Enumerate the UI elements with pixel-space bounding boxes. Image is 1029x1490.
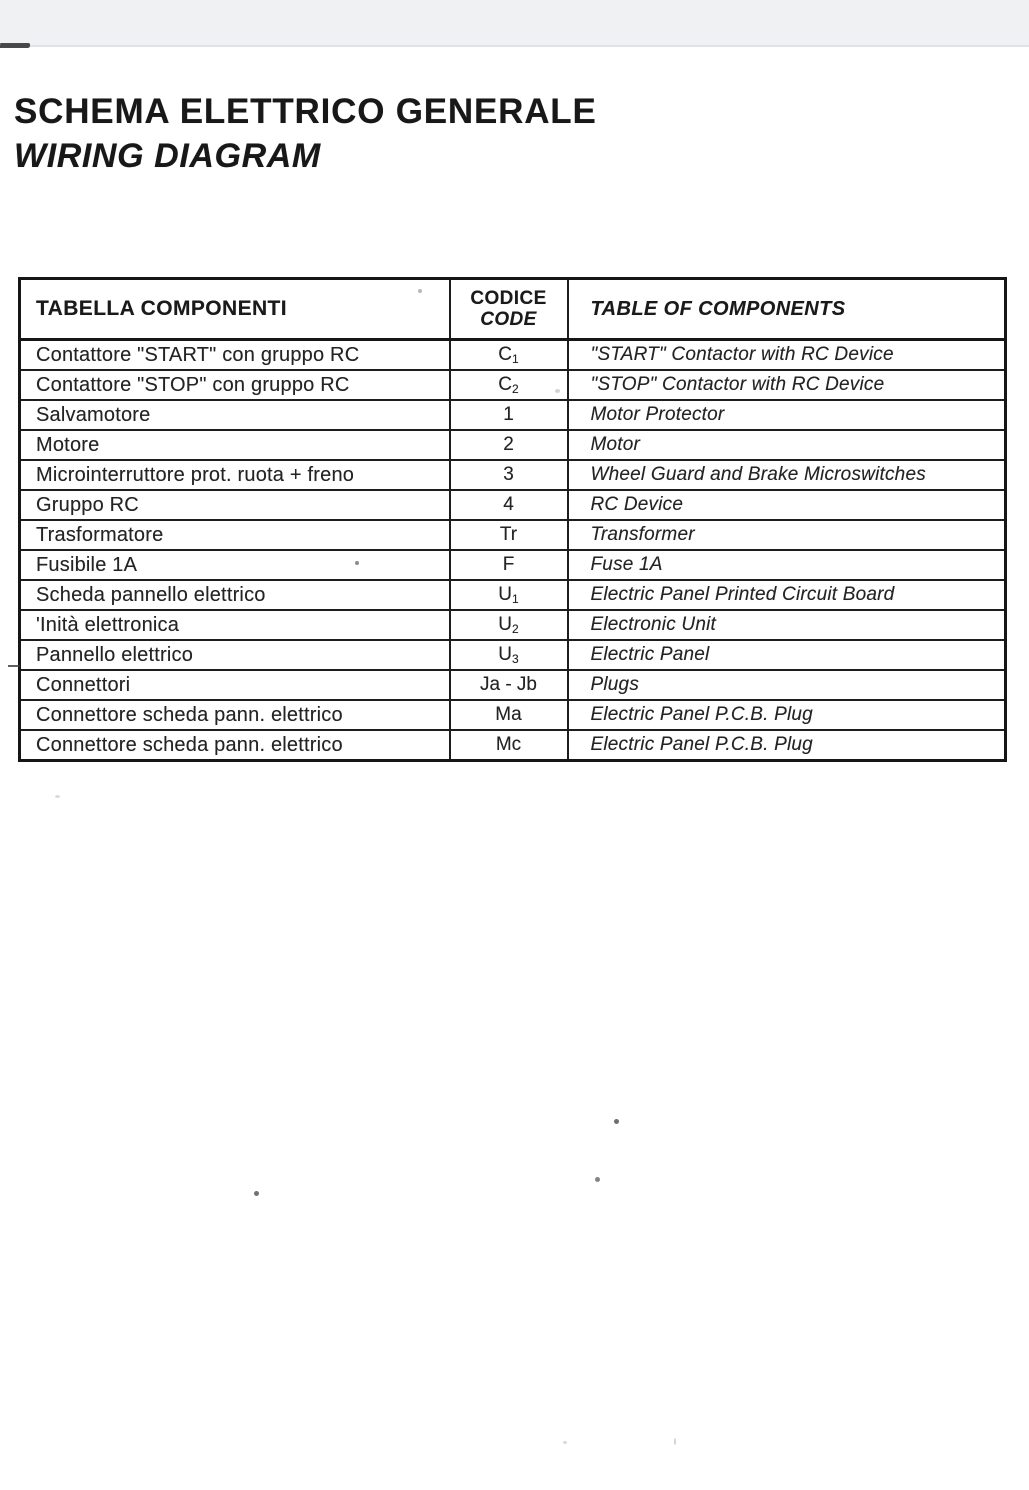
component-name-english: Electric Panel xyxy=(568,640,1006,670)
component-name-english: Motor Protector xyxy=(568,400,1006,430)
component-name-english: "START" Contactor with RC Device xyxy=(568,340,1006,371)
component-name-italian: Trasformatore xyxy=(20,520,450,550)
component-name-english: Electronic Unit xyxy=(568,610,1006,640)
page-title: SCHEMA ELETTRICO GENERALE xyxy=(14,92,597,131)
title-block xyxy=(14,92,597,176)
table-row xyxy=(20,340,1006,371)
component-name-italian: Contattore "STOP" con gruppo RC xyxy=(20,370,450,400)
component-name-english: "STOP" Contactor with RC Device xyxy=(568,370,1006,400)
components-table xyxy=(18,277,1007,762)
component-code: Ma xyxy=(450,700,568,730)
scan-line-artifact xyxy=(8,665,20,667)
component-name-english: Fuse 1A xyxy=(568,550,1006,580)
component-name-italian: Scheda pannello elettrico xyxy=(20,580,450,610)
component-name-italian: Microinterruttore prot. ruota + freno xyxy=(20,460,450,490)
table-row xyxy=(20,400,1006,430)
component-code: 3 xyxy=(450,460,568,490)
component-name-italian: Pannello elettrico xyxy=(20,640,450,670)
scan-speck xyxy=(595,1177,600,1182)
scan-speck xyxy=(254,1191,259,1196)
table-row xyxy=(20,430,1006,460)
header-codice-code xyxy=(450,279,568,340)
table-row xyxy=(20,670,1006,700)
component-name-italian: Motore xyxy=(20,430,450,460)
scan-speck xyxy=(55,795,60,798)
component-name-english: Transformer xyxy=(568,520,1006,550)
component-code: $U_2$ xyxy=(450,610,568,640)
table-row xyxy=(20,520,1006,550)
table-row xyxy=(20,490,1006,520)
component-name-english: Plugs xyxy=(568,670,1006,700)
page-subtitle: WIRING DIAGRAM xyxy=(14,137,321,175)
table-body xyxy=(20,340,1006,761)
table-row xyxy=(20,610,1006,640)
table-header-row xyxy=(20,279,1006,340)
component-code: Mc xyxy=(450,730,568,761)
table-row xyxy=(20,460,1006,490)
scan-speck xyxy=(555,389,560,393)
component-code: F xyxy=(450,550,568,580)
component-name-italian: Gruppo RC xyxy=(20,490,450,520)
scan-speck xyxy=(563,1441,567,1444)
scan-edge-mark xyxy=(0,43,30,48)
table-row xyxy=(20,580,1006,610)
scan-speck xyxy=(355,561,359,565)
component-code: $C_2$ xyxy=(450,370,568,400)
component-name-italian: Fusibile 1A xyxy=(20,550,450,580)
component-code: Ja - Jb xyxy=(450,670,568,700)
component-name-italian: Contattore "START" con gruppo RC xyxy=(20,340,450,371)
component-code: 2 xyxy=(450,430,568,460)
scan-speck xyxy=(674,1438,676,1445)
table-row xyxy=(20,730,1006,761)
component-code: 4 xyxy=(450,490,568,520)
component-name-italian: Connettori xyxy=(20,670,450,700)
scan-speck xyxy=(418,289,422,293)
component-code: $U_3$ xyxy=(450,640,568,670)
header-code: CODE xyxy=(480,309,537,330)
component-name-english: Motor xyxy=(568,430,1006,460)
component-code: 1 xyxy=(450,400,568,430)
header-tabella-componenti: TABELLA COMPONENTI xyxy=(20,279,450,340)
component-name-english: RC Device xyxy=(568,490,1006,520)
component-name-english: Electric Panel Printed Circuit Board xyxy=(568,580,1006,610)
component-name-english: Electric Panel P.C.B. Plug xyxy=(568,700,1006,730)
component-name-italian: Salvamotore xyxy=(20,400,450,430)
component-code: Tr xyxy=(450,520,568,550)
component-code: $U_1$ xyxy=(450,580,568,610)
component-name-italian: Connettore scheda pann. elettrico xyxy=(20,700,450,730)
component-name-italian: Connettore scheda pann. elettrico xyxy=(20,730,450,761)
component-name-english: Wheel Guard and Brake Microswitches xyxy=(568,460,1006,490)
component-code: $C_1$ xyxy=(450,340,568,371)
header-codice: CODICE xyxy=(470,288,547,309)
table-row xyxy=(20,700,1006,730)
component-name-english: Electric Panel P.C.B. Plug xyxy=(568,730,1006,761)
header-table-of-components: TABLE OF COMPONENTS xyxy=(568,279,1006,340)
scanner-top-band xyxy=(0,0,1029,47)
table-row xyxy=(20,370,1006,400)
table-row xyxy=(20,640,1006,670)
table-row xyxy=(20,550,1006,580)
component-name-italian: 'Inità elettronica xyxy=(20,610,450,640)
scan-speck xyxy=(614,1119,619,1124)
